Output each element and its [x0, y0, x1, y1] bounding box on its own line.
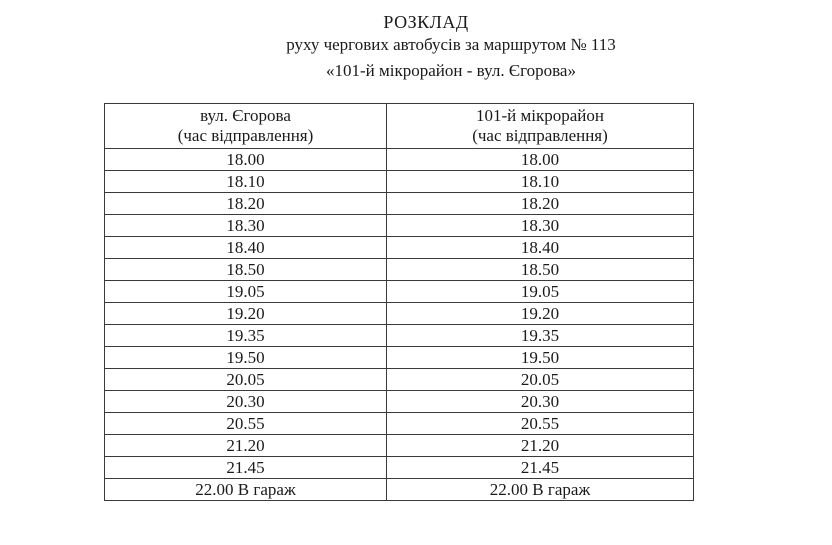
- departure-time-101-microdistrict: 20.30: [387, 391, 694, 413]
- departure-time-yehorova: 19.50: [105, 347, 387, 369]
- departure-time-yehorova: 18.20: [105, 193, 387, 215]
- table-row: [105, 303, 694, 325]
- table-row: [105, 435, 694, 457]
- departure-time-yehorova: 18.30: [105, 215, 387, 237]
- departure-time-yehorova: 19.20: [105, 303, 387, 325]
- header-label: вул. Єгорова: [200, 106, 291, 125]
- table-row: [105, 215, 694, 237]
- header-cell-101-microdistrict: [387, 104, 694, 149]
- departure-time-101-microdistrict: 19.50: [387, 347, 694, 369]
- table-row: [105, 325, 694, 347]
- departure-time-yehorova: 19.35: [105, 325, 387, 347]
- departure-time-yehorova: 18.00: [105, 149, 387, 171]
- departure-time-101-microdistrict: 18.20: [387, 193, 694, 215]
- departure-time-101-microdistrict: 19.05: [387, 281, 694, 303]
- departure-time-yehorova: 20.05: [105, 369, 387, 391]
- table-row: [105, 457, 694, 479]
- table-row: [105, 369, 694, 391]
- header-row: [105, 104, 694, 149]
- departure-time-101-microdistrict: 20.05: [387, 369, 694, 391]
- departure-time-101-microdistrict: 21.20: [387, 435, 694, 457]
- departure-time-yehorova: 20.55: [105, 413, 387, 435]
- header-note: (час відправлення): [472, 126, 608, 145]
- departure-time-101-microdistrict: 18.10: [387, 171, 694, 193]
- departure-time-yehorova: 21.45: [105, 457, 387, 479]
- table-row: [105, 171, 694, 193]
- departure-time-101-microdistrict: 19.20: [387, 303, 694, 325]
- table-row: [105, 149, 694, 171]
- departure-time-yehorova: 18.10: [105, 171, 387, 193]
- departure-time-yehorova: 22.00 В гараж: [105, 479, 387, 501]
- schedule-table: [104, 103, 694, 501]
- table-row: [105, 193, 694, 215]
- header-label: 101-й мікрорайон: [476, 106, 604, 125]
- departure-time-yehorova: 20.30: [105, 391, 387, 413]
- departure-time-yehorova: 21.20: [105, 435, 387, 457]
- departure-time-101-microdistrict: 18.40: [387, 237, 694, 259]
- departure-time-yehorova: 19.05: [105, 281, 387, 303]
- header-cell-yehorova: [105, 104, 387, 149]
- schedule-body: [105, 149, 694, 501]
- document-title: РОЗКЛАД: [383, 12, 469, 32]
- departure-time-yehorova: 18.50: [105, 259, 387, 281]
- document-subtitle-line1: руху чергових автобусів за маршрутом № 113: [286, 35, 616, 54]
- table-row: [105, 413, 694, 435]
- header-note: (час відправлення): [177, 126, 314, 145]
- table-row: [105, 347, 694, 369]
- document-subtitle-line2: «101-й мікрорайон - вул. Єгорова»: [326, 61, 576, 80]
- departure-time-101-microdistrict: 18.00: [387, 149, 694, 171]
- departure-time-101-microdistrict: 18.30: [387, 215, 694, 237]
- table-row: [105, 479, 694, 501]
- table-row: [105, 237, 694, 259]
- departure-time-yehorova: 18.40: [105, 237, 387, 259]
- table-row: [105, 281, 694, 303]
- departure-time-101-microdistrict: 18.50: [387, 259, 694, 281]
- departure-time-101-microdistrict: 21.45: [387, 457, 694, 479]
- departure-time-101-microdistrict: 19.35: [387, 325, 694, 347]
- table-row: [105, 259, 694, 281]
- table-row: [105, 391, 694, 413]
- departure-time-101-microdistrict: 22.00 В гараж: [387, 479, 694, 501]
- departure-time-101-microdistrict: 20.55: [387, 413, 694, 435]
